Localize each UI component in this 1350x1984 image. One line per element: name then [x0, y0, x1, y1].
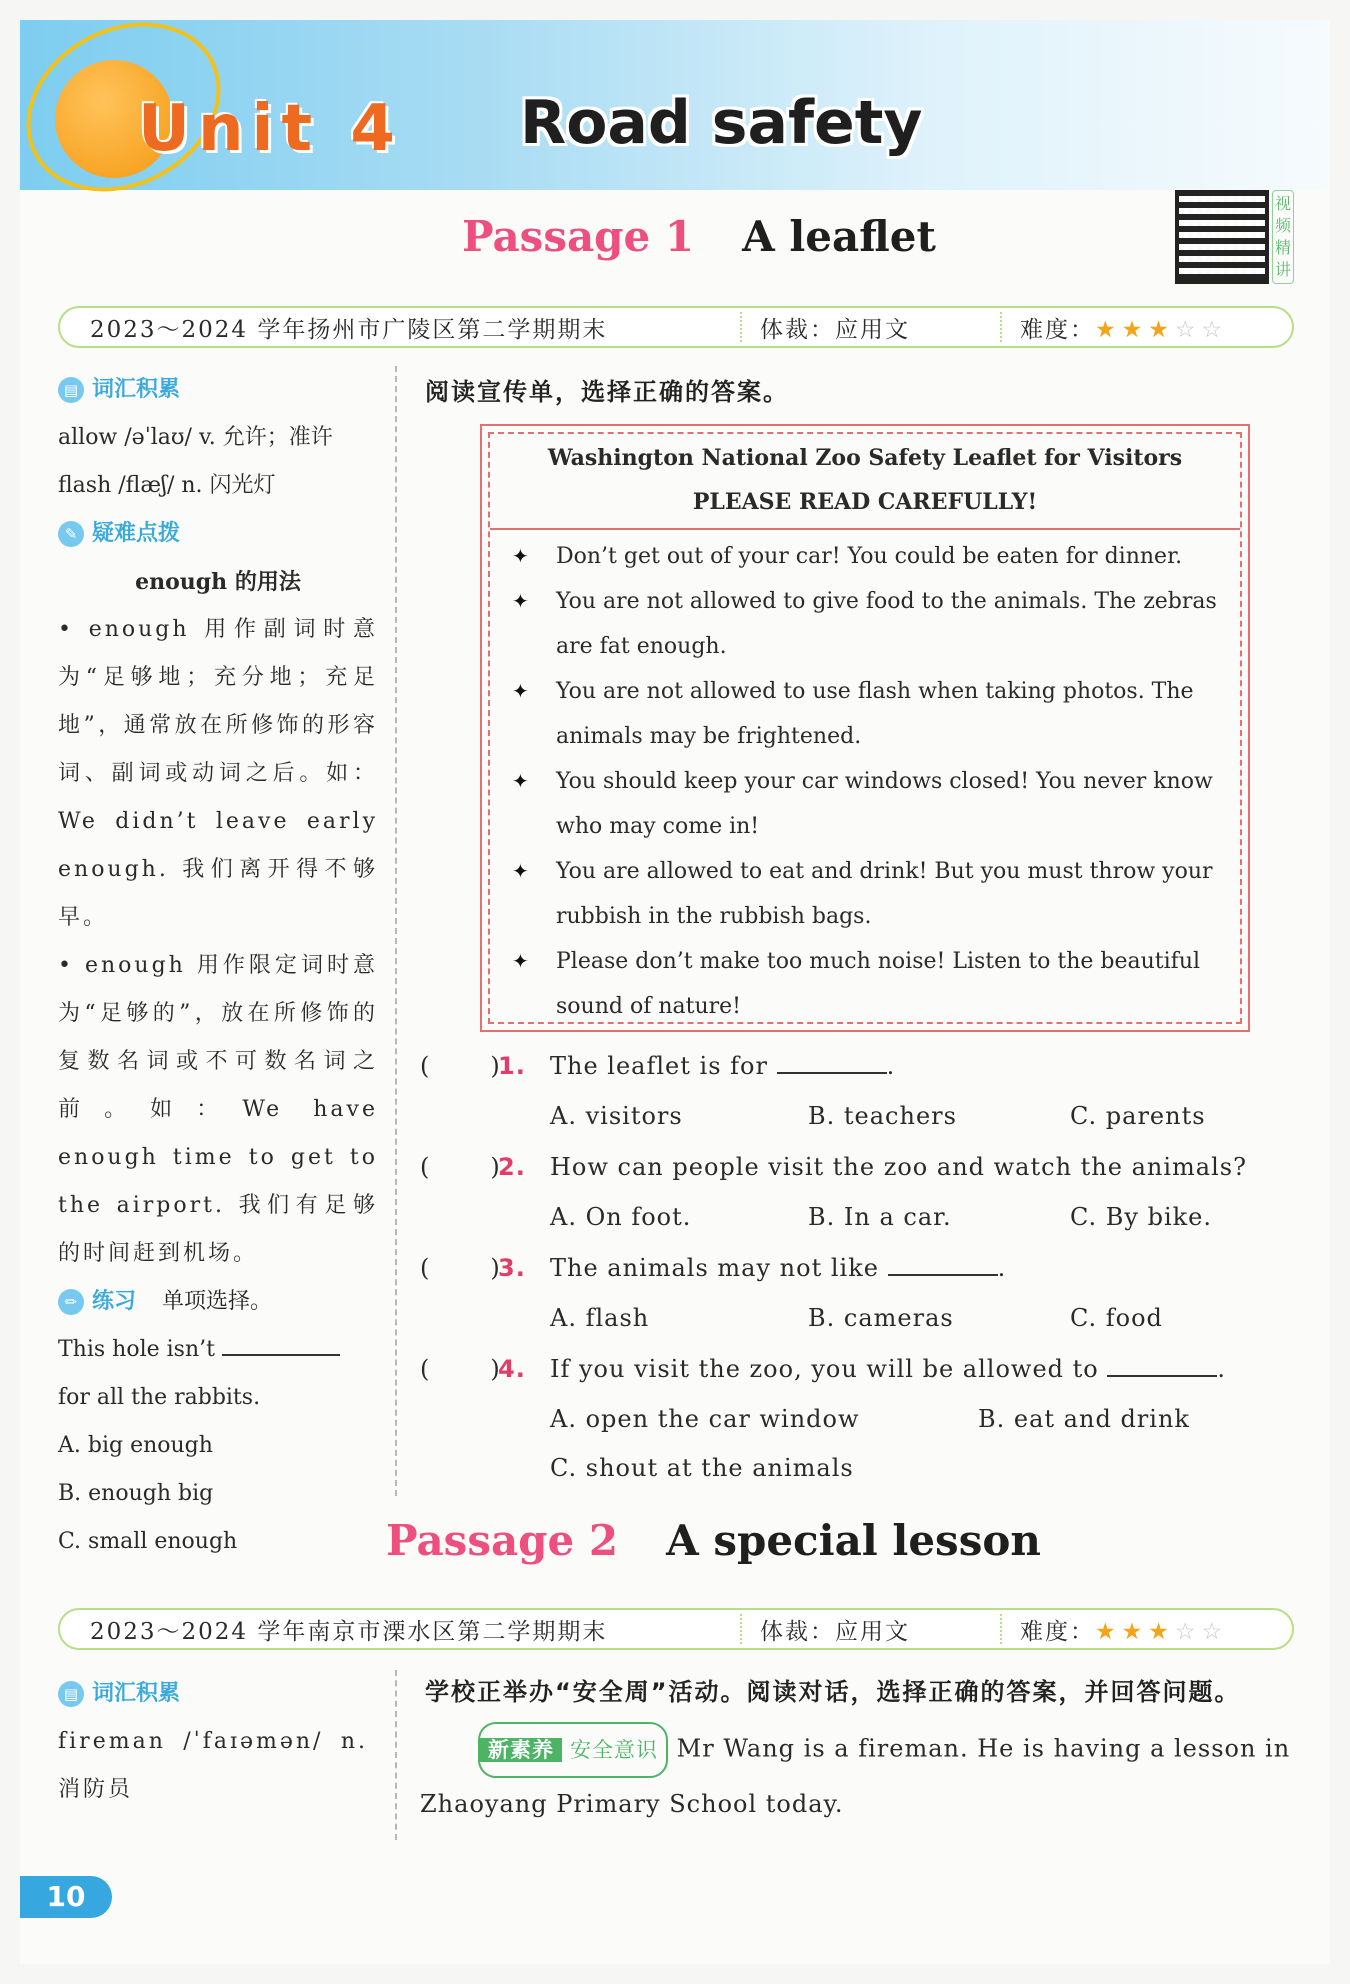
answer-blank[interactable] [222, 1353, 340, 1356]
pencil-icon: ✏ [58, 1289, 84, 1315]
qr-code-icon[interactable] [1175, 190, 1269, 284]
practice-question [58, 1326, 378, 1374]
paren-close: ) [490, 1052, 501, 1080]
passage-2-genre: 体裁：应用文 [760, 1618, 910, 1645]
vocab-item: fireman /ˈfaɪəmən/ n. 消防员 [58, 1729, 368, 1802]
difficulty-stars-icon [1095, 1619, 1228, 1645]
question-stem: The animals may not like [550, 1254, 879, 1282]
passage-2-intro [420, 1722, 1300, 1830]
passage-1-name: A leaflet [742, 212, 936, 261]
question-text [550, 1254, 1006, 1282]
paren-open: ( [420, 1052, 431, 1080]
passage-2-title [386, 1516, 1041, 1565]
info-divider [1000, 1614, 1002, 1644]
leaflet-rule: ✦ Don’t get out of your car! You could be eaten for dinner. [512, 534, 1220, 579]
question-end: . [997, 1254, 1007, 1282]
book-icon: ▤ [58, 1681, 84, 1707]
option-a[interactable]: A. On foot. [550, 1203, 692, 1231]
practice-section-head [58, 1278, 378, 1326]
option-a[interactable]: A. flash [550, 1304, 650, 1332]
practice-option[interactable]: C. small enough [58, 1529, 238, 1554]
practice-option[interactable]: B. enough big [58, 1481, 214, 1506]
question-end: . [1217, 1355, 1227, 1383]
unit-title: Unit 4 [138, 92, 403, 166]
leaflet-dashed-frame [488, 432, 1242, 1024]
answer-blank[interactable] [888, 1273, 998, 1276]
vocab-item: flash /flæʃ/ n. 闪光灯 [58, 473, 276, 498]
question-text [550, 1052, 895, 1080]
column-divider [395, 1670, 397, 1840]
option-a[interactable]: A. open the car window [550, 1405, 860, 1433]
passage-2-info-bar [58, 1608, 1294, 1650]
badge-primary: 新素养 [480, 1738, 562, 1762]
paren-open: ( [420, 1153, 431, 1181]
difficulty-stars-icon [1095, 317, 1228, 343]
vocab-heading: 词汇积累 [92, 1681, 181, 1706]
practice-question-text: This hole isn’t [58, 1337, 215, 1362]
paren-close: ) [490, 1254, 501, 1282]
unit-topic-title: Road safety [520, 88, 923, 158]
answer-paren[interactable] [420, 1254, 501, 1282]
tips-heading: 疑难点拨 [92, 521, 181, 546]
option-b[interactable]: B. eat and drink [978, 1405, 1190, 1433]
option-c[interactable]: C. parents [1070, 1102, 1206, 1130]
passage-1-instruction: 阅读宣传单，选择正确的答案。 [425, 378, 789, 406]
option-c[interactable]: C. By bike. [1070, 1203, 1213, 1231]
leaflet-subtitle: PLEASE READ CAREFULLY! [692, 489, 1038, 515]
safety-leaflet [480, 424, 1250, 1032]
option-c[interactable]: C. food [1070, 1304, 1163, 1332]
option-a[interactable]: A. visitors [550, 1102, 683, 1130]
passage-2-name: A special lesson [666, 1516, 1041, 1565]
qr-video-label: 视频精讲 [1272, 190, 1294, 284]
question-stem: If you visit the zoo, you will be allowed to [550, 1355, 1099, 1383]
leaflet-rule: ✦ You should keep your car windows closed! You never know who may come in! [512, 759, 1220, 849]
option-b[interactable]: B. cameras [808, 1304, 954, 1332]
option-c[interactable]: C. shout at the animals [550, 1454, 854, 1482]
tips-paragraph: • enough 用作副词时意为“足够地；充分地；充足地”，通常放在所修饰的形容词、副词或动词之后。如：We didn’t leave early enough. 我们离开得不够早。 [58, 617, 378, 930]
leaflet-header [490, 434, 1240, 530]
question-stem: The leaflet is for [550, 1052, 768, 1080]
paren-open: ( [420, 1355, 431, 1383]
paren-close: ) [490, 1153, 501, 1181]
passage-2-sidebar [58, 1670, 368, 1814]
option-b[interactable]: B. teachers [808, 1102, 957, 1130]
passage-1-number: Passage 1 [462, 212, 695, 261]
difficulty-stars-filled: ★★★ [1095, 1618, 1175, 1645]
difficulty-stars-empty: ☆☆ [1174, 316, 1229, 343]
answer-paren[interactable] [420, 1355, 501, 1383]
leaflet-rules [490, 530, 1240, 1029]
answer-blank[interactable] [777, 1071, 887, 1074]
option-b[interactable]: B. In a car. [808, 1203, 952, 1231]
passage-2-difficulty [1020, 1613, 1228, 1646]
vocab-heading: 词汇积累 [92, 377, 181, 402]
question-number: 3. [498, 1254, 526, 1282]
practice-heading: 练习 [92, 1289, 137, 1314]
passage-1-difficulty [1020, 311, 1228, 344]
passage-1-source: 2023～2024 学年扬州市广陵区第二学期期末 [90, 316, 608, 343]
book-icon: ▤ [58, 377, 84, 403]
passage-1-sidebar [58, 366, 378, 1566]
answer-paren[interactable] [420, 1052, 501, 1080]
intro-text: Mr Wang is a fireman. He is having a lesson in Zhaoyang Primary School today. [420, 1734, 1291, 1818]
paren-close: ) [490, 1355, 501, 1383]
column-divider [395, 366, 397, 1496]
answer-blank[interactable] [1107, 1374, 1217, 1377]
passage-1-info-bar [58, 306, 1294, 348]
leaflet-rule: ✦ You are not allowed to give food to the animals. The zebras are fat enough. [512, 579, 1220, 669]
info-divider [1000, 312, 1002, 342]
difficulty-label: 难度： [1020, 316, 1095, 343]
leaflet-title: Washington National Zoo Safety Leaflet for Visitors [547, 445, 1183, 471]
leaflet-rule: ✦ Please don’t make too much noise! Listen to the beautiful sound of nature! [512, 939, 1220, 1029]
badge-secondary: 安全意识 [570, 1738, 658, 1762]
leaflet-rule: ✦ You are allowed to eat and drink! But you must throw your rubbish in the rubbish bags. [512, 849, 1220, 939]
page-number: 10 [20, 1876, 112, 1918]
tips-section-head [58, 510, 378, 558]
info-divider [740, 1614, 742, 1644]
question-text: How can people visit the zoo and watch the animals? [550, 1153, 1247, 1181]
question-number: 1. [498, 1052, 526, 1080]
difficulty-label: 难度： [1020, 1618, 1095, 1645]
leaflet-rule: ✦ You are not allowed to use flash when taking photos. The animals may be frightened. [512, 669, 1220, 759]
question-number: 2. [498, 1153, 526, 1181]
vocab-section-head [58, 366, 378, 414]
question-end: . [886, 1052, 896, 1080]
vocab-section-head [58, 1670, 368, 1718]
info-divider [740, 312, 742, 342]
difficulty-stars-filled: ★★★ [1095, 316, 1175, 343]
passage-2-instruction: 学校正举办“安全周”活动。阅读对话，选择正确的答案，并回答问题。 [425, 1678, 1241, 1706]
question-number: 4. [498, 1355, 526, 1383]
tips-title: enough 的用法 [135, 569, 301, 595]
passage-1-genre: 体裁：应用文 [760, 316, 910, 343]
passage-2-source: 2023～2024 学年南京市溧水区第二学期期末 [90, 1618, 608, 1645]
difficulty-stars-empty: ☆☆ [1174, 1618, 1229, 1645]
passage-2-number: Passage 2 [386, 1516, 619, 1565]
lightbulb-icon: ✎ [58, 521, 84, 547]
practice-question-cont: for all the rabbits. [58, 1385, 261, 1410]
tips-paragraph: • enough 用作限定词时意为“足够的”，放在所修饰的复数名词或不可数名词之前。如：We have enough time to get to the airport. 我们有足够的时间赶到机场。 [58, 953, 378, 1266]
practice-instruction: 单项选择。 [162, 1289, 273, 1314]
practice-option[interactable]: A. big enough [58, 1433, 213, 1458]
answer-paren[interactable] [420, 1153, 501, 1181]
literacy-badge [478, 1722, 668, 1778]
passage-1-title [462, 212, 936, 261]
paren-open: ( [420, 1254, 431, 1282]
question-text [550, 1355, 1226, 1383]
vocab-item: allow /əˈlaʊ/ v. 允许；准许 [58, 425, 333, 450]
